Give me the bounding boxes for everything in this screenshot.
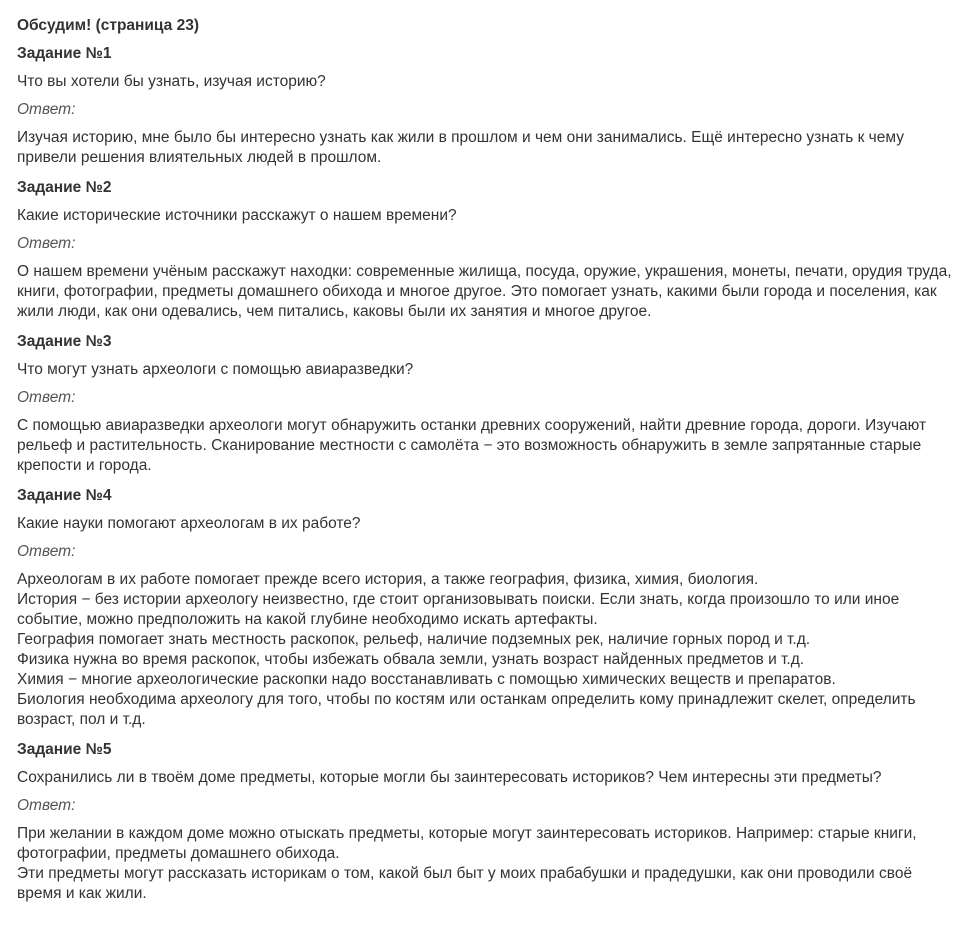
task-section — [17, 486, 959, 730]
answer-label: Ответ: — [17, 543, 76, 560]
answer-text — [17, 570, 959, 730]
task-section — [17, 178, 959, 322]
answer-paragraph: Эти предметы могут рассказать историкам о том, какой был быт у моих прабабушки и прадедушки, как они проводили своё время и как жили. — [17, 865, 913, 902]
answer-label: Ответ: — [17, 389, 76, 406]
answer-paragraph: Биология необходима археологу для того, чтобы по костям или останкам определить кому принадлежит скелет, определить возраст, пол и т.д. — [17, 691, 916, 728]
task-title: Задание №4 — [17, 487, 112, 504]
answer-paragraph: С помощью авиаразведки археологи могут обнаружить останки древних сооружений, найти древние города, дороги. Изучают рельеф и растительность. Сканирование местности с самолёта − это возможность обнаружить в земле запрятанные старые крепости и города. — [17, 417, 927, 474]
answer-paragraph: История − без истории археологу неизвестно, где стоит организовывать поиски. Если знать, когда произошло то или иное событие, можно предположить на какой глубине необходимо искать артефакты. — [17, 591, 900, 628]
answer-label: Ответ: — [17, 101, 76, 118]
answer-text — [17, 262, 959, 322]
task-title: Задание №3 — [17, 333, 112, 350]
task-title: Задание №2 — [17, 179, 112, 196]
answer-label: Ответ: — [17, 797, 76, 814]
task-section — [17, 332, 959, 476]
task-question: Какие исторические источники расскажут о нашем времени? — [17, 207, 457, 224]
answer-paragraph: Изучая историю, мне было бы интересно узнать как жили в прошлом и чем они занимались. Ещё интересно узнать к чему привели решения влиятельных людей в прошлом. — [17, 129, 904, 166]
task-question: Сохранились ли в твоём доме предметы, которые могли бы заинтересовать историков? Чем интересны эти предметы? — [17, 769, 882, 786]
answer-label: Ответ: — [17, 235, 76, 252]
answer-text — [17, 128, 959, 168]
answer-paragraph: О нашем времени учёным расскажут находки: современные жилища, посуда, оружие, украшения, монеты, печати, орудия труда, книги, фотографии, предметы домашнего обихода и многое другое. Это помогает узнать, какими были города и поселения, как жили люди, как они одевались, чем питались, каковы были их занятия и многое другое. — [17, 263, 952, 320]
task-section — [17, 740, 959, 904]
answer-paragraph: При желании в каждом доме можно отыскать предметы, которые могут заинтересовать историков. Например: старые книги, фотографии, предметы домашнего обихода. — [17, 825, 917, 862]
task-question: Что вы хотели бы узнать, изучая историю? — [17, 73, 326, 90]
answer-paragraph: Химия − многие археологические раскопки надо восстанавливать с помощью химических веществ и препаратов. — [17, 671, 836, 688]
task-question: Что могут узнать археологи с помощью авиаразведки? — [17, 361, 414, 378]
answer-paragraph: Археологам в их работе помогает прежде всего история, а также география, физика, химия, биология. — [17, 571, 759, 588]
task-question: Какие науки помогают археологам в их работе? — [17, 515, 361, 532]
answer-text — [17, 416, 959, 476]
task-section — [17, 44, 959, 168]
answer-paragraph: Физика нужна во время раскопок, чтобы избежать обвала земли, узнать возраст найденных предметов и т.д. — [17, 651, 805, 668]
task-title: Задание №1 — [17, 45, 112, 62]
answer-text — [17, 824, 959, 904]
answer-paragraph: География помогает знать местность раскопок, рельеф, наличие подземных рек, наличие горных пород и т.д. — [17, 631, 811, 648]
page-title: Обсудим! (страница 23) — [17, 17, 199, 34]
task-title: Задание №5 — [17, 741, 112, 758]
